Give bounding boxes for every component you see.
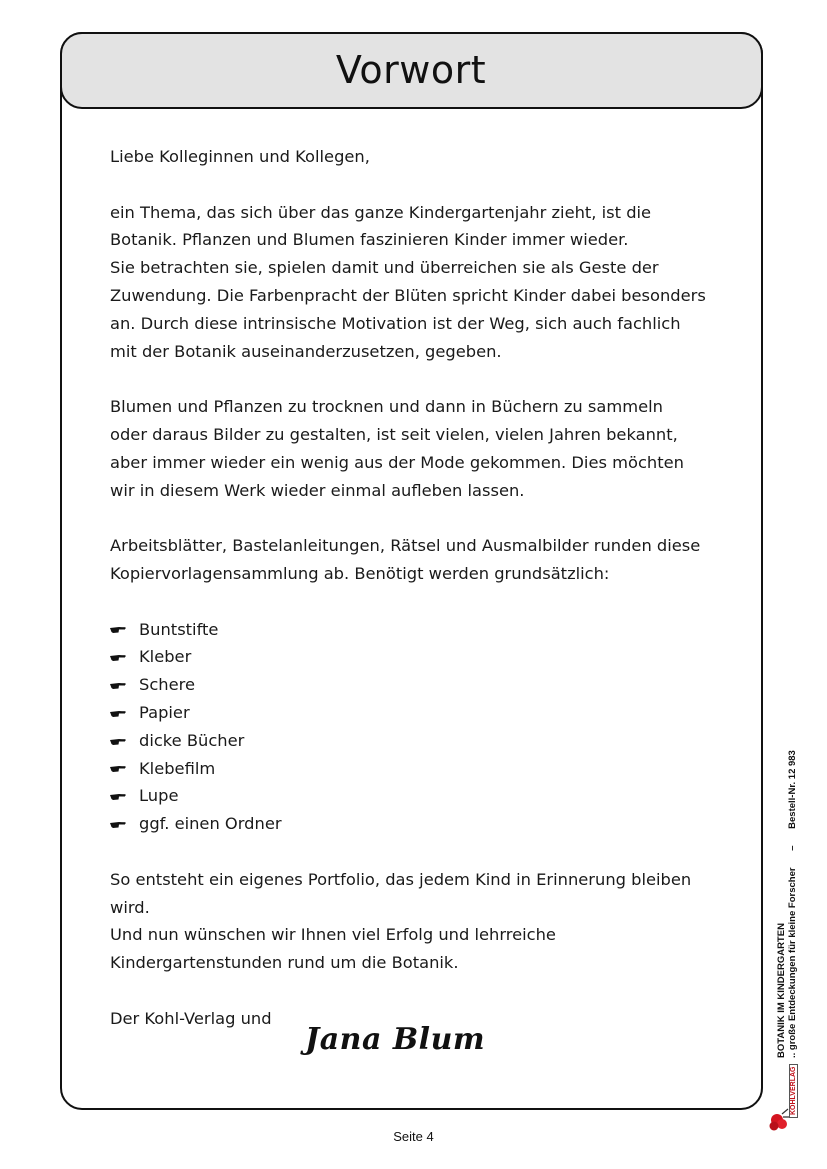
signature: Jana Blum [305, 1022, 486, 1057]
paragraph-line: oder daraus Bilder zu gestalten, ist seit vielen, vielen Jahren bekannt, [110, 424, 678, 444]
order-number: Bestell-Nr. 12 983 [787, 750, 798, 829]
body-text [110, 143, 720, 1033]
list-item: Schere [110, 671, 720, 699]
list-item: Kleber [110, 643, 720, 671]
pointing-hand-icon [110, 652, 126, 662]
greeting: Liebe Kolleginnen und Kollegen, [110, 147, 370, 166]
pointing-hand-icon [110, 763, 126, 773]
closing-line: Der Kohl-Verlag und [110, 1008, 272, 1028]
list-item: dicke Bücher [110, 727, 720, 755]
list-item: ggf. einen Ordner [110, 810, 720, 838]
list-item: Lupe [110, 782, 720, 810]
paragraph-line: ein Thema, das sich über das ganze Kindergartenjahr zieht, ist die [110, 202, 652, 222]
publisher-logo-icon [768, 1062, 806, 1134]
paragraph-line: Arbeitsblätter, Bastelanleitungen, Rätsel und Ausmalbilder runden diese [110, 536, 701, 556]
pointing-hand-icon [110, 708, 126, 718]
separator: – [787, 845, 798, 851]
list-item: Buntstifte [110, 616, 720, 644]
paragraph-line: Blumen und Pflanzen zu trocknen und dann in Büchern zu sammeln [110, 397, 663, 417]
publisher-logo-text: KOHLVERLAG [789, 1064, 798, 1118]
paragraph-line: Kopiervorlagensammlung ab. Benötigt werden grundsätzlich: [110, 563, 610, 583]
paragraph-line: wird. [110, 897, 150, 917]
list-item: Klebefilm [110, 755, 720, 783]
list-item: Papier [110, 699, 720, 727]
side-imprint [776, 750, 798, 1058]
page-number: Seite 4 [393, 1129, 434, 1144]
paragraph-line: mit der Botanik auseinanderzusetzen, gegeben. [110, 341, 502, 361]
paragraph-line: Zuwendung. Die Farbenpracht der Blüten spricht Kinder dabei besonders [110, 285, 706, 305]
paragraph-line: aber immer wieder ein wenig aus der Mode gekommen. Dies möchten [110, 452, 684, 472]
pointing-hand-icon [110, 819, 126, 829]
pointing-hand-icon [110, 624, 126, 634]
paragraph-line: wir in diesem Werk wieder einmal aufleben lassen. [110, 480, 525, 500]
paragraph-line: an. Durch diese intrinsische Motivation ist der Weg, sich auch fachlich [110, 313, 681, 333]
title-bar [60, 32, 763, 109]
paragraph-line: So entsteht ein eigenes Portfolio, das jedem Kind in Erinnerung bleiben [110, 869, 692, 889]
paragraph-line: Kindergartenstunden rund um die Botanik. [110, 953, 459, 973]
pointing-hand-icon [110, 736, 126, 746]
paragraph-line: Und nun wünschen wir Ihnen viel Erfolg und lehrreiche [110, 925, 556, 945]
pointing-hand-icon [110, 680, 126, 690]
paragraph-line: Botanik. Pflanzen und Blumen faszinieren Kinder immer wieder. [110, 230, 629, 250]
page-title: Vorwort [335, 48, 487, 92]
book-subtitle: .. große Entdeckungen für kleine Forscher [787, 867, 798, 1058]
materials-list [110, 616, 720, 838]
pointing-hand-icon [110, 791, 126, 801]
book-title: BOTANIK IM KINDERGARTEN [776, 923, 787, 1058]
paragraph-line: Sie betrachten sie, spielen damit und überreichen sie als Geste der [110, 258, 659, 278]
